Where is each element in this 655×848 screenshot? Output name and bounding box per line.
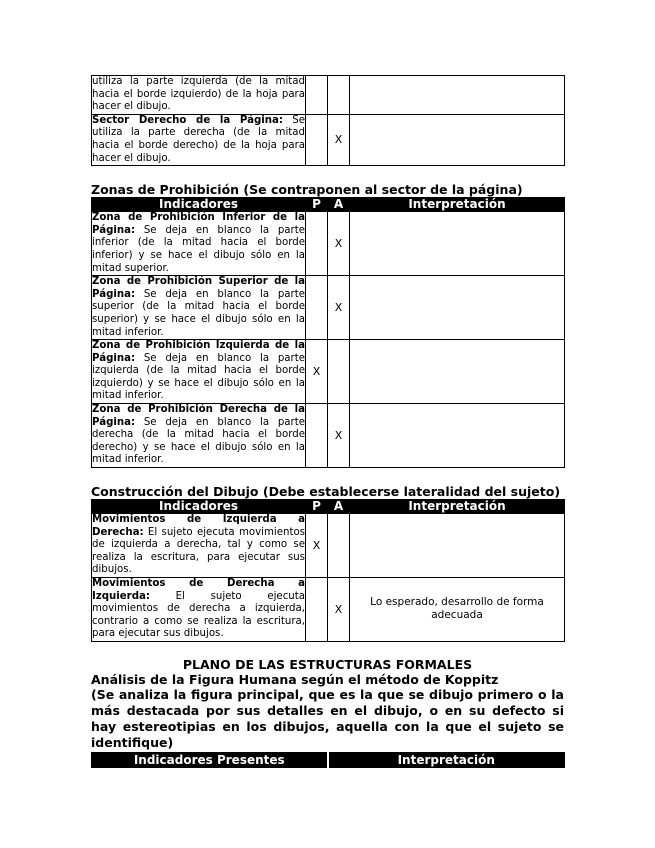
document-page: [91, 75, 564, 768]
present-cell: [306, 276, 328, 340]
interpretation-cell: [350, 114, 565, 165]
interpretation-cell: [350, 404, 565, 468]
table-row: [92, 76, 565, 115]
interpretation-cell: [350, 514, 565, 578]
indicator-cell: Zona de Prohibición Inferior de la Página: Se deja en blanco la parte inferior (de la mitad hacia el borde inferior) y se hace el dibujo sólo en la mitad superior.: [92, 212, 306, 276]
indicator-cell: utiliza la parte izquierda (de la mitad hacia el borde izquierdo) de la hoja para hacer el dibujo.: [92, 76, 306, 115]
interpretation-cell: [350, 212, 565, 276]
zonas-table: [91, 197, 565, 468]
header-indicadores-presentes: Indicadores Presentes: [92, 752, 328, 767]
table-row: [92, 340, 565, 404]
section-title-construccion: Construcción del Dibujo (Debe establecerse lateralidad del sujeto): [91, 484, 561, 500]
interpretation-cell: [350, 276, 565, 340]
present-cell: [306, 114, 328, 165]
header-indicadores: Indicadores: [92, 198, 306, 212]
table-header-row: [92, 500, 565, 514]
table-header-row: [92, 198, 565, 212]
absent-cell: [328, 514, 350, 578]
plano-paragraph: (Se analiza la figura principal, que es la que se dibujo primero o la más destacada por sus detalles en el dibujo, o en su defecto si hay estereotipias en los dibujos, aquella con la que el sujeto se identifique): [91, 686, 564, 750]
header-p: P: [306, 198, 328, 212]
indicator-cell: Zona de Prohibición Derecha de la Página: Se deja en blanco la parte derecha (de la mitad hacia el borde derecho) y se hace el dibujo sólo en la mitad inferior.: [92, 404, 306, 468]
plano-title: PLANO DE LAS ESTRUCTURAS FORMALES: [182, 656, 473, 672]
absent-cell: [328, 340, 350, 404]
header-interpretacion: Interpretación: [328, 752, 565, 767]
absent-cell: X: [328, 212, 350, 276]
indicator-cell: Movimientos de Derecha a Izquierda: El sujeto ejecuta movimientos de derecha a izquierda, contrario a como se realiza la escritura, para ejecutar sus dibujos.: [92, 578, 306, 642]
header-a: A: [328, 500, 350, 514]
present-cell: [306, 212, 328, 276]
plano-subtitle: Análisis de la Figura Humana según el método de Koppitz: [91, 671, 499, 687]
present-cell: [306, 76, 328, 115]
interpretation-cell: Lo esperado, desarrollo de forma adecuada: [350, 578, 565, 642]
table-row: [92, 212, 565, 276]
header-interpretacion: Interpretación: [350, 198, 565, 212]
section-title-zonas: Zonas de Prohibición (Se contraponen al sector de la página): [91, 182, 523, 198]
indicadores-presentes-table: [91, 752, 565, 768]
interpretation-cell: [350, 76, 565, 115]
table-row: [92, 114, 565, 165]
header-interpretacion: Interpretación: [350, 500, 565, 514]
present-cell: X: [306, 340, 328, 404]
present-cell: [306, 578, 328, 642]
table-row: [92, 404, 565, 468]
table-row: [92, 514, 565, 578]
table-header-row: [92, 752, 565, 767]
indicator-cell: Sector Derecho de la Página: Se utiliza la parte derecha (de la mitad hacia el borde derecho) de la hoja para hacer el dibujo.: [92, 114, 306, 165]
absent-cell: X: [328, 276, 350, 340]
header-p: P: [306, 500, 328, 514]
header-indicadores: Indicadores: [92, 500, 306, 514]
absent-cell: X: [328, 578, 350, 642]
sector-table: [91, 75, 565, 166]
construccion-table: [91, 499, 565, 642]
indicator-cell: Zona de Prohibición Superior de la Página: Se deja en blanco la parte superior (de la mitad hacia el borde superior) y se hace el dibujo sólo en la mitad inferior.: [92, 276, 306, 340]
present-cell: X: [306, 514, 328, 578]
indicator-cell: Zona de Prohibición Izquierda de la Página: Se deja en blanco la parte izquierda (de la mitad hacia el borde izquierdo) y se hace el dibujo sólo en la mitad inferior.: [92, 340, 306, 404]
present-cell: [306, 404, 328, 468]
absent-cell: [328, 76, 350, 115]
interpretation-cell: [350, 340, 565, 404]
header-a: A: [328, 198, 350, 212]
absent-cell: X: [328, 404, 350, 468]
absent-cell: X: [328, 114, 350, 165]
table-row: [92, 578, 565, 642]
indicator-cell: Movimientos de Izquierda a Derecha: El sujeto ejecuta movimientos de izquierda a derecha, tal y como se realiza la escritura, para ejecutar sus dibujos.: [92, 514, 306, 578]
table-row: [92, 276, 565, 340]
